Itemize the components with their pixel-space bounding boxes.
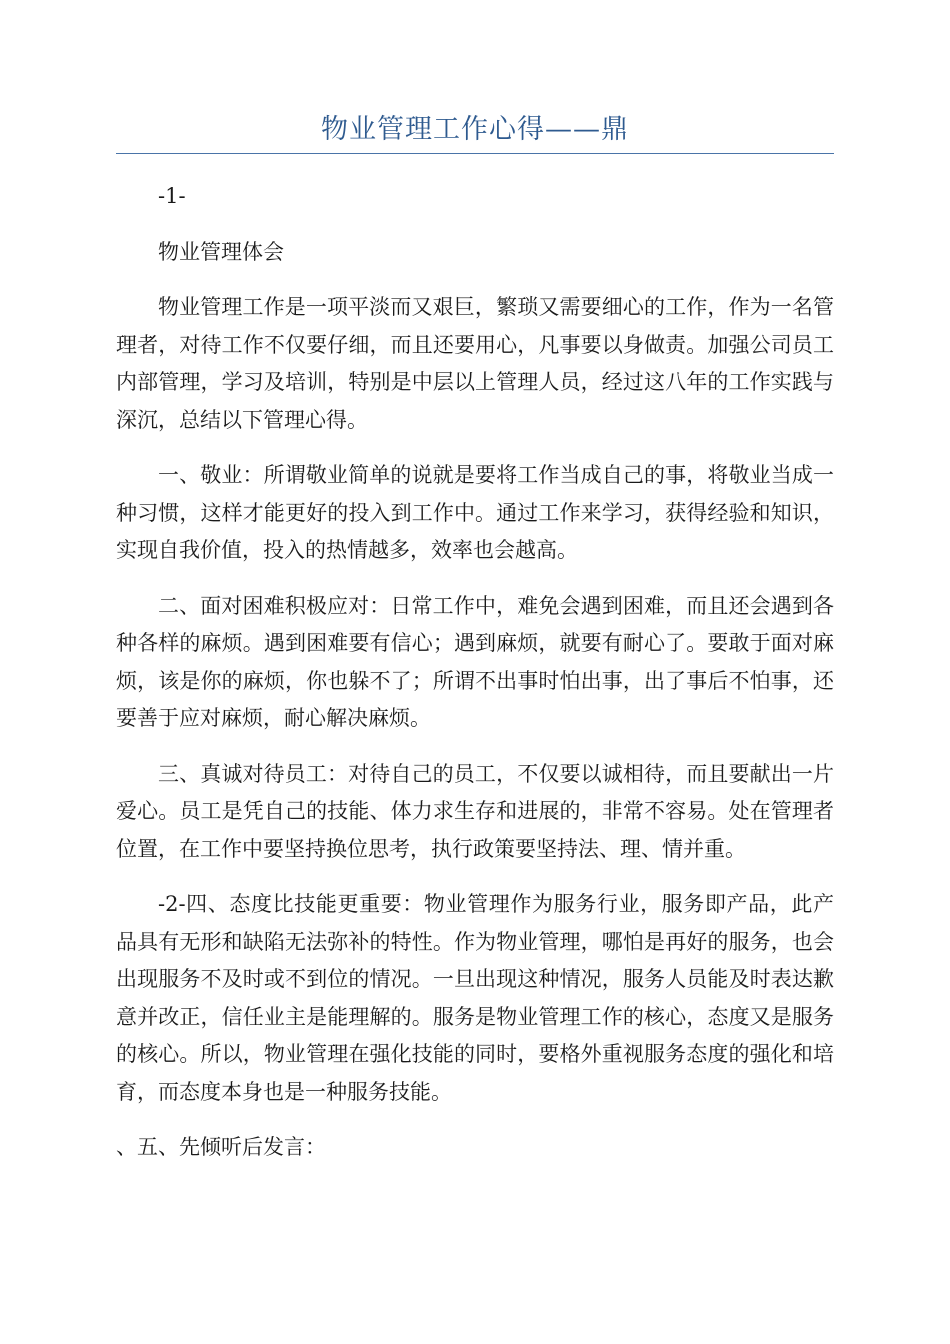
section-heading: 物业管理体会 bbox=[158, 239, 284, 264]
point-4-paragraph: -2-四、态度比技能更重要：物业管理作为服务行业，服务即产品，此产品具有无形和缺陷无法弥补的特性。作为物业管理，哪怕是再好的服务，也会出现服务不及时或不到位的情况。一旦出现这种情况，服务人员能及时表达歉意并改正，信任业主是能理解的。服务是物业管理工作的核心，态度又是服务的核心。所以，物业管理在强化技能的同时，要格外重视服务态度的强化和培育，而态度本身也是一种服务技能。 bbox=[116, 892, 834, 1104]
point-5-heading: 、五、先倾听后发言： bbox=[116, 1135, 326, 1159]
intro-paragraph: 物业管理工作是一项平淡而又艰巨，繁琐又需要细心的工作，作为一名管理者，对待工作不仅要仔细，而且还要用心，凡事要以身做责。加强公司员工内部管理，学习及培训，特别是中层以上管理人员，经过这八年的工作实践与深沉，总结以下管理心得。 bbox=[116, 295, 834, 432]
document-body bbox=[116, 178, 834, 1185]
point-3-paragraph: 三、真诚对待员工：对待自己的员工，不仅要以诚相待，而且要献出一片爱心。员工是凭自己的技能、体力求生存和进展的，非常不容易。处在管理者位置，在工作中要坚持换位思考，执行政策要坚持法、理、情并重。 bbox=[116, 761, 834, 861]
point-1-paragraph: 一、敬业：所谓敬业简单的说就是要将工作当成自己的事，将敬业当成一种习惯，这样才能更好的投入到工作中。通过工作来学习，获得经验和知识，实现自我价值，投入的热情越多，效率也会越高。 bbox=[116, 463, 834, 562]
page-marker-1: -1- bbox=[158, 184, 186, 208]
point-2-paragraph: 二、面对困难积极应对：日常工作中，难免会遇到困难，而且还会遇到各种各样的麻烦。遇到困难要有信心；遇到麻烦，就要有耐心了。要敢于面对麻烦，该是你的麻烦，你也躲不了；所谓不出事时怕出事，出了事后不怕事，还要善于应对麻烦，耐心解决麻烦。 bbox=[116, 593, 834, 730]
document-title: 物业管理工作心得——鼎 bbox=[321, 114, 629, 145]
title-underline bbox=[116, 153, 834, 154]
